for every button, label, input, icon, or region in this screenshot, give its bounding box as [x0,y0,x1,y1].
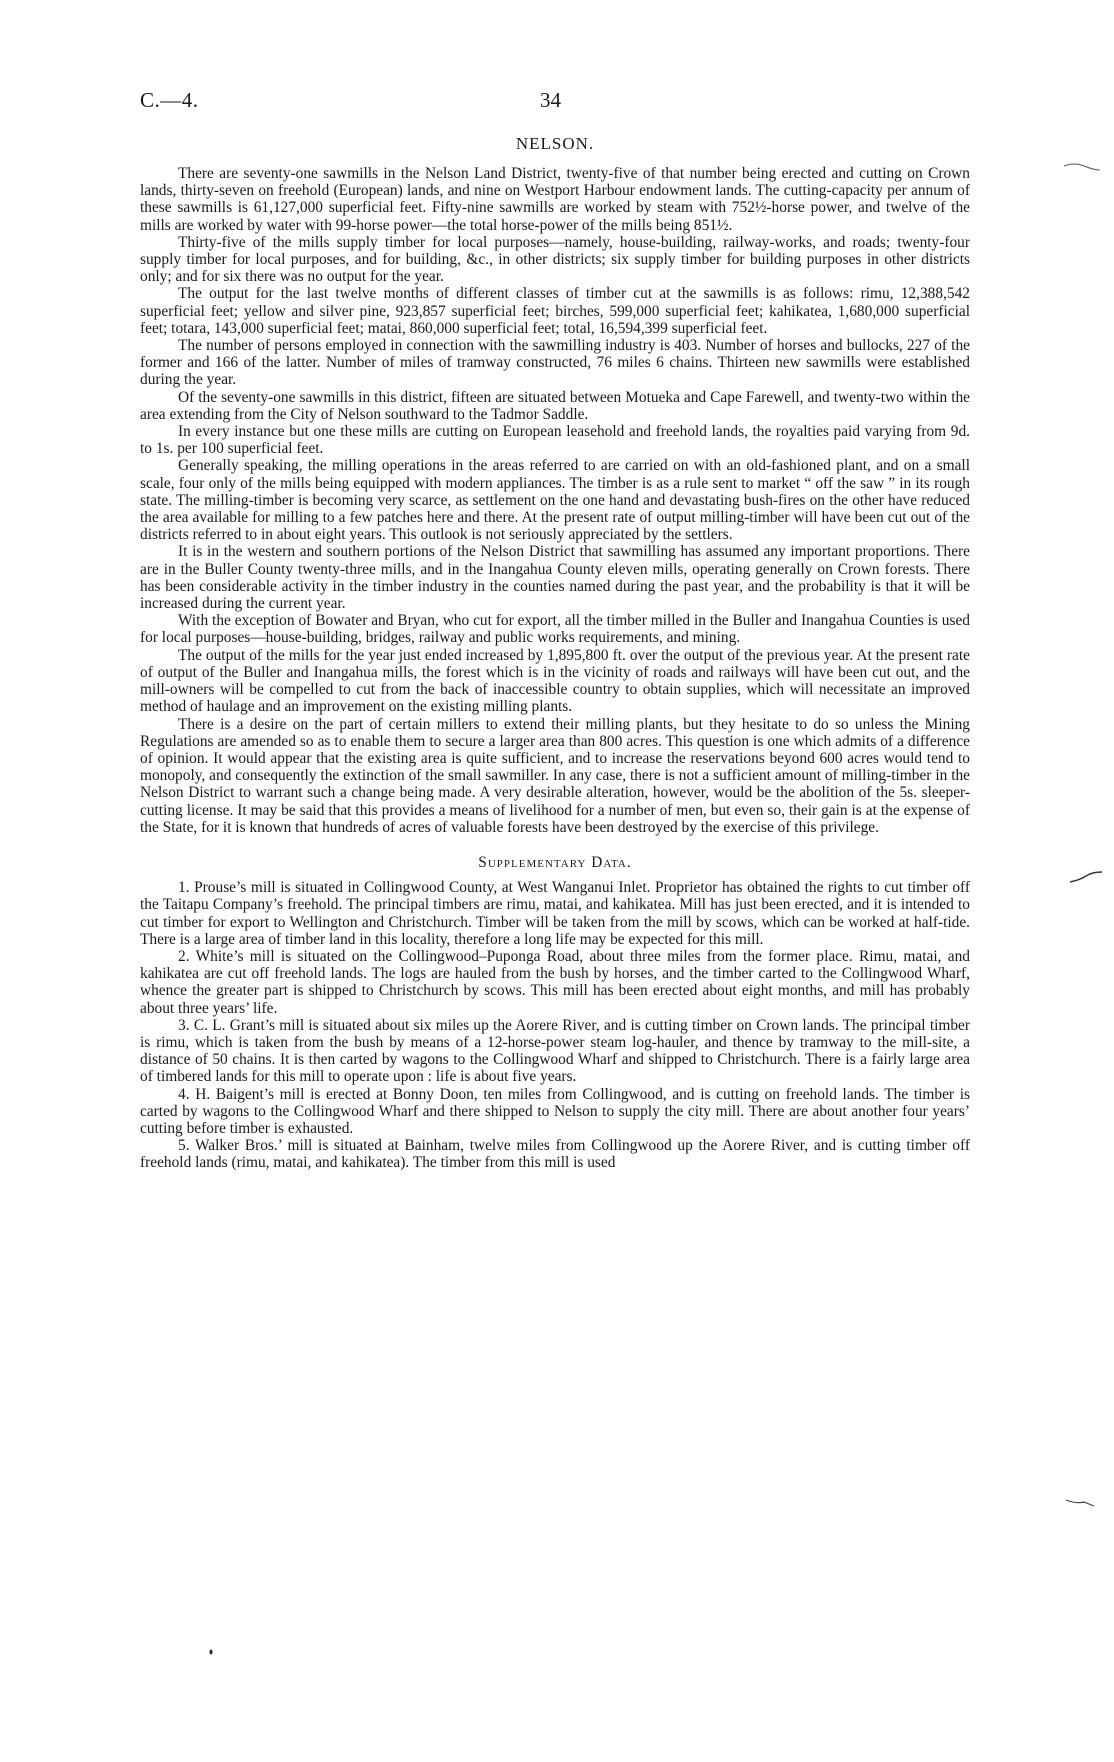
paragraph: Thirty-five of the mills supply timber for local purposes—namely, house-building, railway-works, and roads; twenty-four supply timber for local purposes, and for building, &c., in other districts; six supply timber for building purposes in other districts only; and for six there was no output for the year. [140,233,970,286]
paragraph: The output for the last twelve months of different classes of timber cut at the sawmills is as follows: rimu, 12,388,542 superficial feet; yellow and silver pine, 923,857 superficial feet; birches, 599,000 superficial feet; kahikatea, 1,680,000 superficial feet; totara, 143,000 superficial feet; matai, 860,000 superficial feet; total, 16,594,399 superficial feet. [140,285,970,337]
scan-mark-icon [1068,868,1104,888]
section-title: NELSON. [515,134,595,153]
paragraph: In every instance but one these mills are cutting on European leasehold and freehold lands, the royalties paid varying from 9d. to 1s. per 100 superficial feet. [140,423,970,458]
body-text [140,165,970,1172]
scan-mark-icon [1064,1496,1096,1514]
paragraph: There are seventy-one sawmills in the Nelson Land District, twenty-five of that number being erected and cutting on Crown lands, thirty-seven on freehold (European) lands, and nine on Westport Harbour endowment lands. The cutting-capacity per annum of these sawmills is 61,127,000 superficial feet. Fifty-nine sawmills are worked by steam with 752½-horse power, and twelve of the mills are worked by water with 99-horse power—the total horse-power of the mills being 851½. [140,165,970,234]
supplementary-item: 5. Walker Bros.’ mill is situated at Bainham, twelve miles from Collingwood up the Aorere River, and is cutting timber off freehold lands (rimu, matai, and kahikatea). The timber from this mill is used [140,1137,970,1172]
paragraph: The output of the mills for the year just ended increased by 1,895,800 ft. over the output of the previous year. At the present rate of output of the Buller and Inangahua mills, the forest which is in the vicinity of roads and railways will have been cut out, and the mill-owners will be compelled to cut from the back of inaccessible country to obtain supplies, which will necessitate an improved method of haulage and an improvement on the existing milling plants. [140,646,970,716]
paragraph: Of the seventy-one sawmills in this district, fifteen are situated between Motueka and Cape Farewell, and twenty-two within the area extending from the City of Nelson southward to the Tadmor Saddle. [140,388,970,423]
supplementary-title: Supplementary Data. [478,853,632,871]
scan-dot-icon [208,1648,214,1656]
supplementary-item: 1. Prouse’s mill is situated in Collingwood County, at West Wanganui Inlet. Proprietor has obtained the rights to cut timber off the Taitapu Company’s freehold. The principal timbers are rimu, matai, and kahikatea. Mill has just been erected, and it is intended to cut timber for export to Wellington and Christchurch. Timber will be taken from the mill by scows, which can be worked at half-tide. There is a large area of timber land in this locality, therefore a long life may be expected for this mill. [140,879,970,948]
paragraph: The number of persons employed in connection with the sawmilling industry is 403. Number of horses and bullocks, 227 of the former and 166 of the latter. Number of miles of tramway constructed, 76 miles 6 chains. Thirteen new sawmills were established during the year. [140,337,970,389]
supplementary-item: 4. H. Baigent’s mill is erected at Bonny Doon, ten miles from Collingwood, and is cutting on freehold lands. The timber is carted by wagons to the Collingwood Wharf and there shipped to Nelson to supply the city mill. There are about another four years’ cutting before timber is exhausted. [140,1085,970,1137]
supplementary-item: 3. C. L. Grant’s mill is situated about six miles up the Aorere River, and is cutting timber on Crown lands. The principal timber is rimu, which is taken from the bush by means of a 12-horse-power steam log-hauler, and thence by tramway to the mill-site, a distance of 50 chains. It is then carted by wagons to the Collingwood Wharf and shipped to Christchurch. There is a fairly large area of timbered lands for this mill to operate upon : life is about five years. [140,1016,970,1086]
supplementary-list [140,879,970,1171]
scan-mark-icon [1062,160,1102,174]
supplementary-item: 2. White’s mill is situated on the Collingwood–Puponga Road, about three miles from the former place. Rimu, matai, and kahikatea are cut off freehold lands. The logs are hauled from the bush by horses, and the timber carted to the Collingwood Wharf, whence the greater part is shipped to Christchurch by scows. This mill has been erected about eight months, and mill has probably about three years’ life. [140,947,970,1017]
page-number: 34 [540,88,561,112]
document-reference: C.—4. [140,88,199,112]
paragraph: With the exception of Bowater and Bryan, who cut for export, all the timber milled in the Buller and Inangahua Counties is used for local purposes—house-building, bridges, railway and public works requirements, and mining. [140,612,970,647]
paragraph: There is a desire on the part of certain millers to extend their milling plants, but they hesitate to do so unless the Mining Regulations are amended so as to enable them to secure a larger area than 800 acres. This question is one which admits of a difference of opinion. It would appear that the existing area is quite sufficient, and to increase the reservations beyond 600 acres would tend to monopoly, and consequently the extinction of the small sawmiller. In any case, there is not a sufficient amount of milling-timber in the Nelson District to warrant such a change being made. A very desirable alteration, however, would be the abolition of the 5s. sleeper-cutting license. It may be said that this provides a means of livelihood for a number of men, but even so, their gain is at the expense of the State, for it is known that hundreds of acres of valuable forests have been destroyed by the exercise of this privilege. [140,715,970,836]
paragraph: Generally speaking, the milling operations in the areas referred to are carried on with an old-fashioned plant, and on a small scale, four only of the mills being equipped with modern appliances. The timber is as a rule sent to market “ off the saw ” in its rough state. The milling-timber is becoming very scarce, as settlement on the one hand and devastating bush-fires on the other have reduced the area available for milling to a few patches here and there. At the present rate of output milling-timber will have been cut out of the districts referred to in about eight years. This outlook is not seriously appreciated by the settlers. [140,457,970,544]
page-header [140,88,970,118]
paragraph: It is in the western and southern portions of the Nelson District that sawmilling has assumed any important proportions. There are in the Buller County twenty-three mills, and in the Inangahua County eleven mills, operating generally on Crown forests. There has been considerable activity in the timber industry in the counties named during the past year, and the probability is that it will be increased during the current year. [140,543,970,613]
